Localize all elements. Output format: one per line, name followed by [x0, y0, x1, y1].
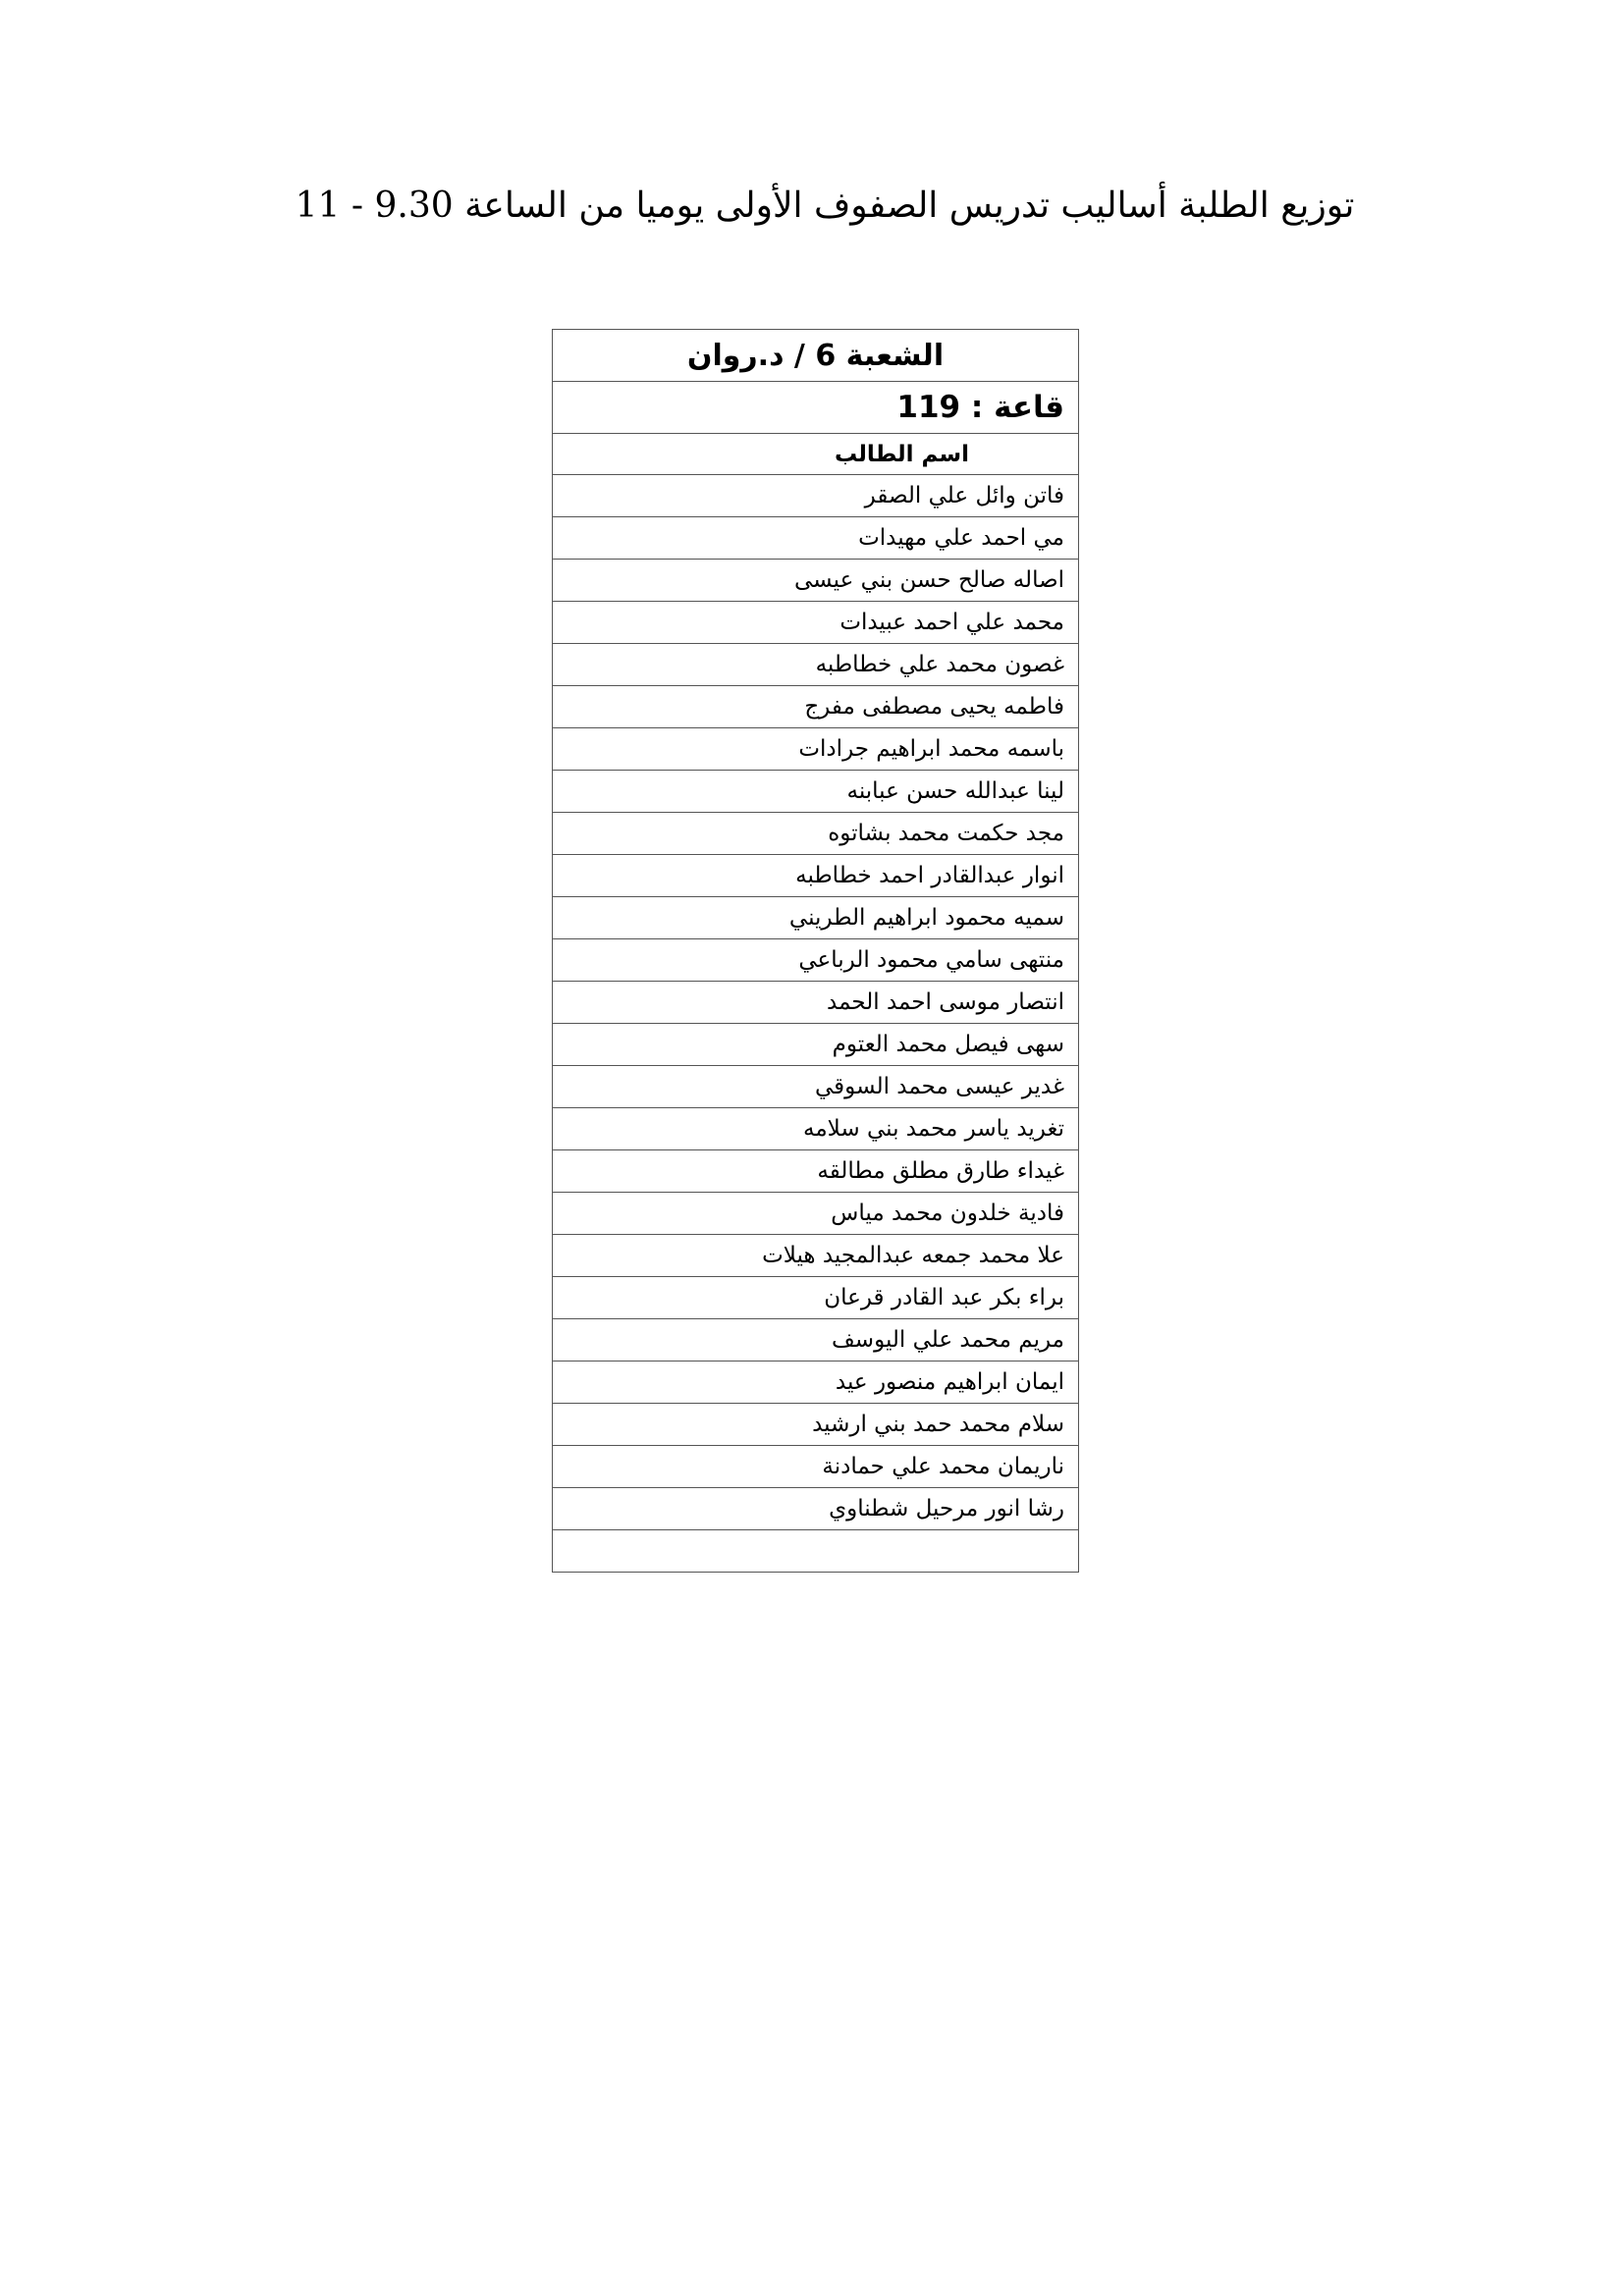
- student-name: سهى فيصل محمد العتوم: [553, 1024, 1079, 1066]
- table-row: [553, 1488, 1079, 1530]
- table-row: [553, 813, 1079, 855]
- student-name: ناريمان محمد علي حمادنة: [553, 1446, 1079, 1488]
- table-row: [553, 897, 1079, 939]
- student-name: فاتن وائل علي الصقر: [553, 475, 1079, 517]
- student-name: مجد حكمت محمد بشاتوه: [553, 813, 1079, 855]
- room-label: قاعة : 119: [553, 382, 1079, 434]
- section-row: [553, 330, 1079, 382]
- table-row: [553, 728, 1079, 771]
- table-row: [553, 644, 1079, 686]
- student-name: ايمان ابراهيم منصور عيد: [553, 1362, 1079, 1404]
- student-name: مي احمد علي مهيدات: [553, 517, 1079, 560]
- table-row: [553, 1277, 1079, 1319]
- empty-cell: [553, 1530, 1079, 1573]
- table-row: [553, 855, 1079, 897]
- table-row: [553, 1404, 1079, 1446]
- student-name: تغريد ياسر محمد بني سلامه: [553, 1108, 1079, 1150]
- table-row: [553, 1024, 1079, 1066]
- table-row: [553, 982, 1079, 1024]
- student-roster-table: [552, 329, 1079, 1573]
- table-row: [553, 517, 1079, 560]
- table-row: [553, 1319, 1079, 1362]
- student-name: سميه محمود ابراهيم الطريني: [553, 897, 1079, 939]
- table-row: [553, 1150, 1079, 1193]
- table-row: [553, 602, 1079, 644]
- student-name: اصاله صالح حسن بني عيسى: [553, 560, 1079, 602]
- table-row: [553, 475, 1079, 517]
- student-name: انتصار موسى احمد الحمد: [553, 982, 1079, 1024]
- section-title: الشعبة 6 / د.روان: [553, 330, 1079, 382]
- table-row: [553, 771, 1079, 813]
- table-row: [553, 1362, 1079, 1404]
- student-name: غصون محمد علي خطاطبه: [553, 644, 1079, 686]
- student-name: براء بكر عبد القادر قرعان: [553, 1277, 1079, 1319]
- student-name: مريم محمد علي اليوسف: [553, 1319, 1079, 1362]
- table-row: [553, 939, 1079, 982]
- student-name: سلام محمد حمد بني ارشيد: [553, 1404, 1079, 1446]
- student-name: فادية خلدون محمد مياس: [553, 1193, 1079, 1235]
- student-name: علا محمد جمعه عبدالمجيد هيلات: [553, 1235, 1079, 1277]
- student-name: فاطمه يحيى مصطفى مفرج: [553, 686, 1079, 728]
- column-header-row: [553, 434, 1079, 475]
- empty-row: [553, 1530, 1079, 1573]
- column-header-student-name: اسم الطالب: [553, 434, 1079, 475]
- student-name: انوار عبدالقادر احمد خطاطبه: [553, 855, 1079, 897]
- student-name: غيداء طارق مطلق مطالقه: [553, 1150, 1079, 1193]
- table-row: [553, 1193, 1079, 1235]
- student-name: رشا انور مرحيل شطناوي: [553, 1488, 1079, 1530]
- table-row: [553, 1066, 1079, 1108]
- table-row: [553, 1235, 1079, 1277]
- student-name: لينا عبدالله حسن عبابنه: [553, 771, 1079, 813]
- table-row: [553, 686, 1079, 728]
- student-name: غدير عيسى محمد السوقي: [553, 1066, 1079, 1108]
- room-row: [553, 382, 1079, 434]
- table-row: [553, 560, 1079, 602]
- page-title: توزيع الطلبة أساليب تدريس الصفوف الأولى يوميا من الساعة 9.30 - 11: [295, 186, 1355, 226]
- student-name: باسمه محمد ابراهيم جرادات: [553, 728, 1079, 771]
- student-name: منتهى سامي محمود الرباعي: [553, 939, 1079, 982]
- student-name: محمد علي احمد عبيدات: [553, 602, 1079, 644]
- table-row: [553, 1446, 1079, 1488]
- table-row: [553, 1108, 1079, 1150]
